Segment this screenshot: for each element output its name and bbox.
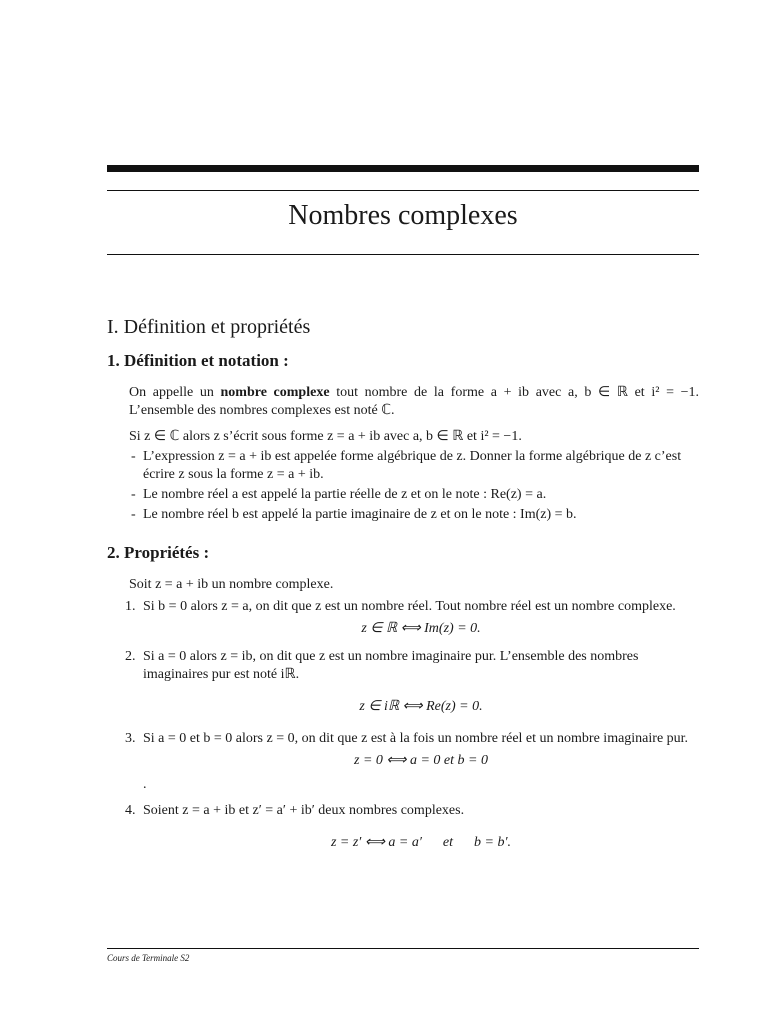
list-item xyxy=(107,730,699,770)
formula: z ∈ ℝ ⟺ Im(z) = 0. xyxy=(361,621,481,636)
list-item xyxy=(107,448,699,484)
list-number: 1. xyxy=(125,599,136,614)
dash-marker: - xyxy=(131,507,136,522)
section-heading: I. Définition et propriétés xyxy=(107,316,311,338)
list-item-text: Si a = 0 alors z = ib, on dit que z est un nombre imaginaire pur. L’ensemble des nombres imaginaires pur est noté iℝ. xyxy=(143,649,639,682)
page-title: Nombres complexes xyxy=(288,200,518,231)
title-top-rule xyxy=(107,190,699,191)
list-number: 2. xyxy=(125,649,136,664)
stray-dot: . xyxy=(143,777,147,792)
formula: z ∈ iℝ ⟺ Re(z) = 0. xyxy=(359,699,483,714)
definition-text-end: tout nombre de la forme a + ib avec a, b ∈ ℝ et i² = −1. L’ensemble des nombres complexes est noté ℂ. xyxy=(129,385,700,418)
definition-text-start: On appelle un xyxy=(129,385,214,400)
definition-block xyxy=(107,384,699,446)
properties-list xyxy=(107,598,699,852)
definition-list xyxy=(107,448,699,524)
list-item xyxy=(107,506,699,524)
subsection-heading-definition: 1. Définition et notation : xyxy=(107,351,289,370)
dash-marker: - xyxy=(131,487,136,502)
formula: z = z′ ⟺ a = a′ et b = b′. xyxy=(330,835,512,850)
list-item-text: Si a = 0 et b = 0 alors z = 0, on dit que z est à la fois un nombre réel et un nombre imaginaire pur. xyxy=(143,731,689,746)
list-item xyxy=(107,802,699,852)
list-item-text: Le nombre réel b est appelé la partie imaginaire de z et on le note : Im(z) = b. xyxy=(143,507,577,522)
list-item-text: Le nombre réel a est appelé la partie réelle de z et on le note : Re(z) = a. xyxy=(143,487,547,502)
top-thick-rule xyxy=(107,165,699,172)
footer-rule xyxy=(107,948,699,949)
list-item-text: Soient z = a + ib et z′ = a′ + ib′ deux nombres complexes. xyxy=(143,803,465,818)
footer-text: Cours de Terminale S2 xyxy=(107,953,190,963)
definition-bold-term: nombre complexe xyxy=(220,385,330,400)
list-number: 4. xyxy=(125,803,136,818)
list-number: 3. xyxy=(125,731,136,746)
list-item-text: L’expression z = a + ib est appelée forme algébrique de z. Donner la forme algébrique de z c’est écrire z sous la forme z = a + ib. xyxy=(143,449,682,482)
subsection-heading-properties: 2. Propriétés : xyxy=(107,543,210,562)
list-item xyxy=(107,486,699,504)
list-item-text: Si b = 0 alors z = a, on dit que z est un nombre réel. Tout nombre réel est un nombre complexe. xyxy=(143,599,676,614)
title-bottom-rule xyxy=(107,254,699,255)
algebraic-form-statement: Si z ∈ ℂ alors z s’écrit sous forme z = a + ib avec a, b ∈ ℝ et i² = −1. xyxy=(129,429,522,444)
list-item xyxy=(107,648,699,716)
dash-marker: - xyxy=(131,449,136,464)
properties-intro-text: Soit z = a + ib un nombre complexe. xyxy=(129,577,334,592)
document-body xyxy=(107,318,699,862)
list-item xyxy=(107,598,699,638)
properties-intro xyxy=(107,576,699,594)
definition-paragraph xyxy=(129,384,699,420)
formula: z = 0 ⟺ a = 0 et b = 0 xyxy=(354,753,488,768)
